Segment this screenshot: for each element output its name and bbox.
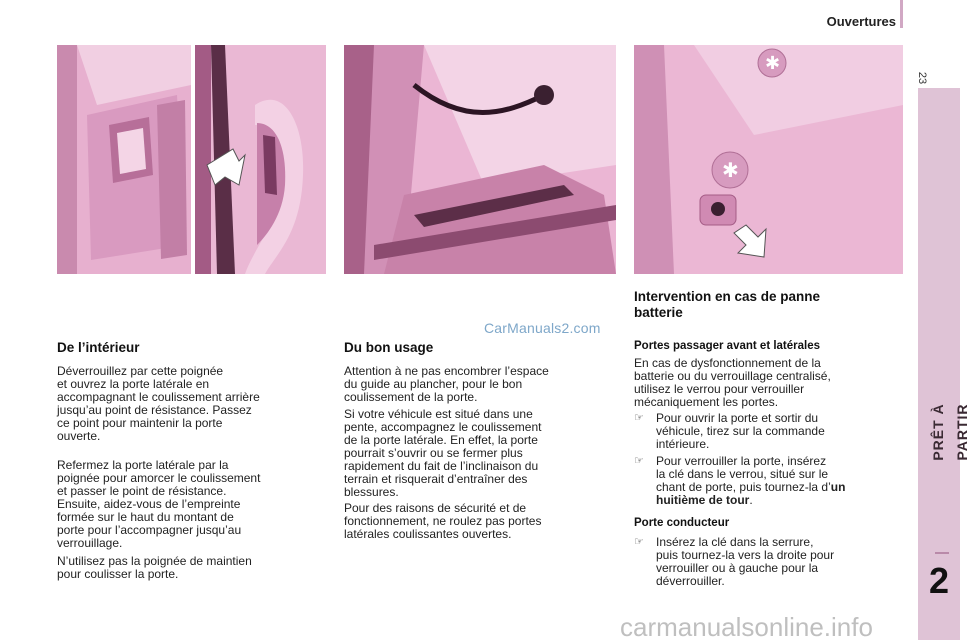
- page-number: 23: [916, 71, 928, 85]
- paragraph-battery-intro: En cas de dysfonctionnement de la batterie ou du verrouillage centralisé, utilisez le verrou pour verrouiller mécaniquement les portes.: [634, 356, 831, 409]
- bullet-driver-door: ☞ Insérez la clé dans la serrure, puis tournez-la vers la droite pour verrouiller ou à gauche pour la déverrouiller.: [634, 535, 835, 588]
- bullet-open-door: ☞ Pour ouvrir la porte et sortir du véhicule, tirez sur la commande intérieure.: [634, 411, 825, 451]
- svg-text:✱: ✱: [765, 53, 781, 74]
- section-heading-interior: De l’intérieur: [57, 340, 140, 355]
- page-header-title: Ouvertures: [826, 14, 896, 29]
- chapter-number: 2: [928, 560, 950, 601]
- bullet-lock-door: ☞ Pour verrouiller la porte, insérez la clé dans le verrou, situé sur le chant de porte, puis tournez-la d’un huitième de tour.: [634, 454, 846, 507]
- pointing-hand-icon: ☞: [634, 412, 644, 424]
- watermark-carmanualsonline: carmanualsonline.info: [620, 612, 873, 642]
- paragraph-interior-3: N’utilisez pas la poignée de maintien pour coulisser la porte.: [57, 554, 252, 581]
- section-heading-proper-use: Du bon usage: [344, 340, 434, 355]
- section-heading-battery-failure: Intervention en cas de panne batterie: [634, 289, 821, 320]
- paragraph-proper-use-1: Attention à ne pas encombrer l’espace du guide au plancher, pour le bon coulissement de la porte.: [344, 364, 549, 404]
- chapter-label: PRÊT À PARTIR: [930, 403, 970, 461]
- chapter-side-tab: [918, 88, 970, 640]
- pointing-hand-icon: ☞: [634, 455, 644, 467]
- header-accent-bar: [900, 0, 903, 28]
- paragraph-proper-use-2: Si votre véhicule est situé dans une pente, accompagnez le coulissement de la porte latérale. En effet, la porte pourrait s’ouvrir ou se fermer plus rapidement du fait de l’inclinaison du terrain et risquerait d’entraîner des blessures.: [344, 407, 542, 499]
- photo-door-frame-recess: [195, 45, 326, 274]
- svg-text:✱: ✱: [722, 158, 739, 182]
- pointing-hand-icon: ☞: [634, 536, 644, 548]
- paragraph-interior-1: Déverrouillez par cette poignée et ouvrez la porte latérale en accompagnant le coulissement arrière jusqu’au point de résistance. Passez ce point pour maintenir la porte ouverte.: [57, 364, 260, 443]
- photo-door-lock-slot: [634, 45, 903, 274]
- watermark-carmanuals2: CarManuals2.com: [484, 320, 601, 336]
- chapter-divider: [935, 552, 949, 554]
- paragraph-proper-use-3: Pour des raisons de sécurité et de fonctionnement, ne roulez pas portes latérales coulissantes ouvertes.: [344, 501, 542, 541]
- photo-door-interior-handle: [57, 45, 191, 274]
- photo-floor-guide-rail: [344, 45, 616, 274]
- subheading-passenger-doors: Portes passager avant et latérales: [634, 340, 821, 352]
- paragraph-interior-2: Refermez la porte latérale par la poignée pour amorcer le coulissement et passer le point de résistance. Ensuite, aidez-vous de l’empreinte formée sur le haut du montant de porte pour l’accompagner jusqu’au verrouillage.: [57, 458, 261, 550]
- subheading-driver-door: Porte conducteur: [634, 517, 730, 529]
